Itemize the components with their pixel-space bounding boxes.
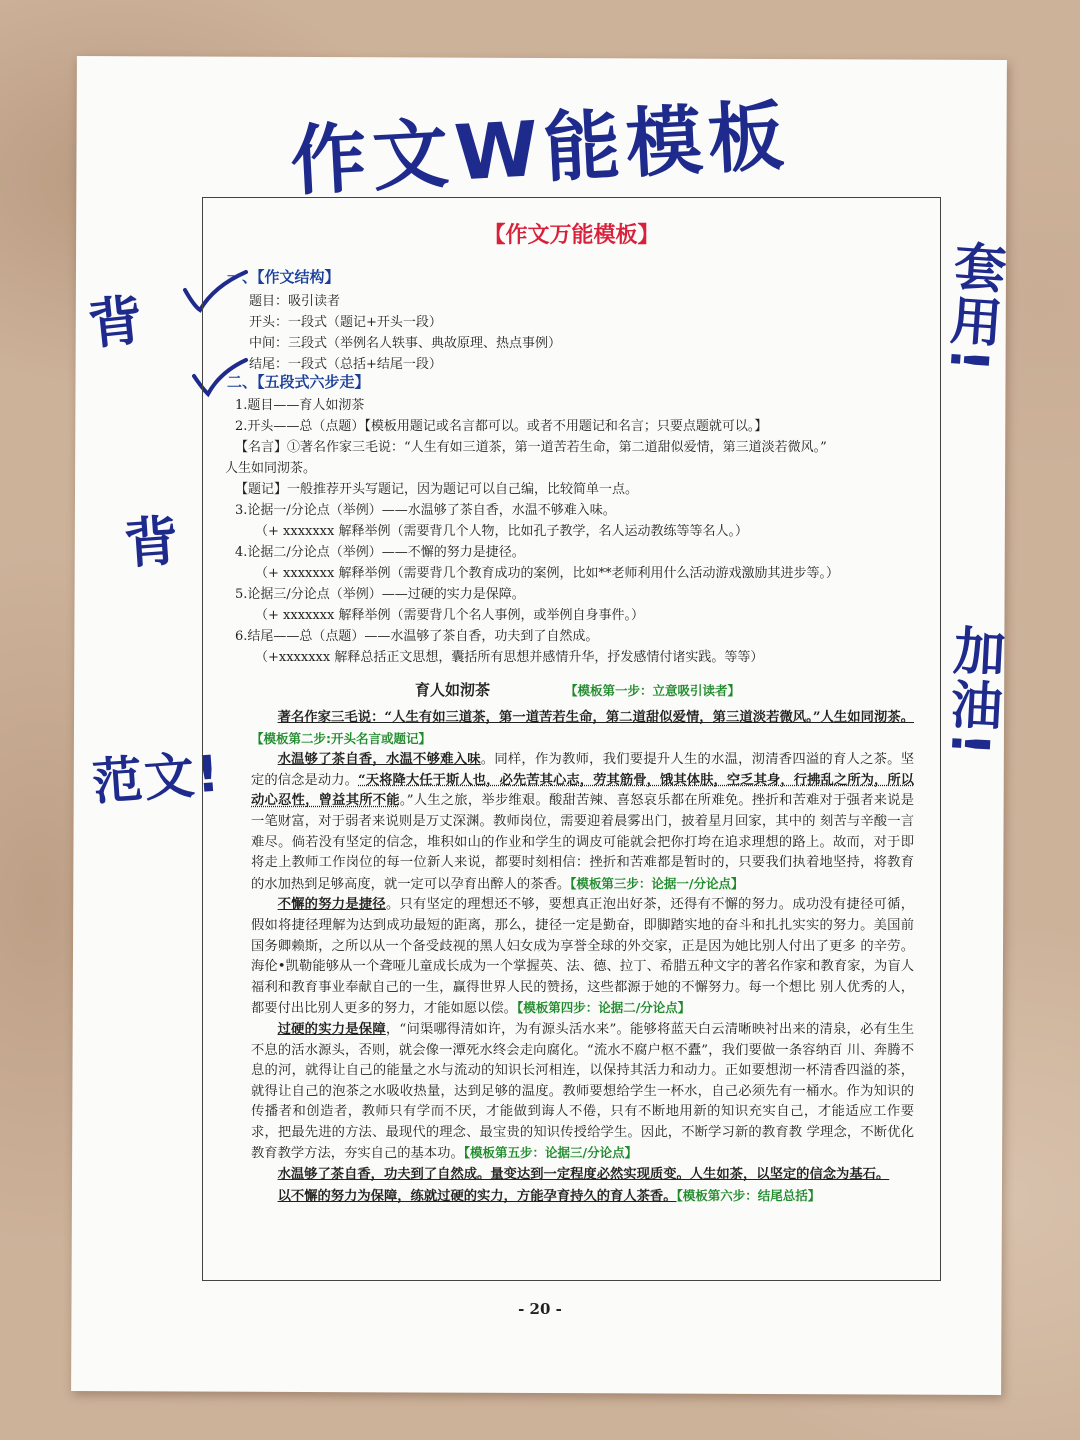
handwritten-note-right-1: 套用! [937, 238, 1007, 376]
step-line: （+xxxxxxx 解释总括正文思想，囊括所有思想并感情升华，抒发感情付诸实践。等等） [255, 650, 764, 665]
essay-paragraph [251, 1020, 914, 1165]
handwritten-note-left-2: 背 [122, 509, 183, 576]
essay-title: 育人如沏茶 [415, 681, 491, 699]
step-line: 5.论据三/分论点（举例）——过硬的实力是保障。 [235, 587, 525, 602]
step-line: 3.论据一/分论点（举例）——水温够了茶自香，水温不够难入味。 [235, 503, 616, 518]
section-heading-steps: 二、【五段式六步走】 [227, 373, 370, 391]
step-line: 1.题目——育人如沏茶 [235, 398, 365, 413]
template-tag: 【模板第三步：论据一/分论点】 [570, 875, 744, 891]
structure-line: 结尾：一段式（总括+结尾一段） [249, 357, 442, 372]
paragraph-text: 。”人生之旅，举步维艰。酸甜苦辣、喜怒哀乐都在所难免。挫折和苦难对于强者来说是一笔财富，对于弱者来说则是万丈深渊。教师岗位，需要迎着晨雾出门，披着星月回家，其中的 刻苦与辛酸一言难尽。倘若没有坚定的信念，堆积如山的作业和学生的调皮可能就会把你打垮在追求理想的路上。故而，对于即将走上教师工作岗位的每一位新人来说，都要时刻相信：挫折和苦难都是暂时的，只要我们执着地坚持，将教育的水加热到足够高度，就一定可以孕育出醉人的茶香。 [251, 793, 915, 892]
document-frame [202, 197, 941, 1281]
structure-line: 开头：一段式（题记+开头一段） [249, 315, 442, 330]
bold-text: 水温够了茶自香，水温不够难入味 [277, 752, 481, 768]
step-line: 人生如同沏茶。 [225, 461, 317, 476]
step-line: 2.开头——总（点题）【模板用题记或名言都可以。或者不用题记和名言；只要点题就可以。】 [235, 419, 768, 434]
bold-text: 过硬的实力是保障 [277, 1021, 386, 1037]
essay-paragraph [251, 750, 914, 895]
paragraph-text: 。只有坚定的理想还不够，要想真正泡出好茶，还得有不懈的努力。成功没有捷径可循，假如将捷径理解为达到成功最短的距离，那么，捷径一定是勤奋，即脚踏实地的奋斗和扎扎实实的努力。美国前国务卿赖斯，之所以从一个备受歧视的黑人妇女成为享誉全球的外交家，正是因为她比别人付出了更多 的辛劳。海伦•凯勒能够从一个聋哑儿童成长成为一个掌握英、法、德、拉丁、希腊五种文字的著名作家和教育家，为盲人福利和教育事业奉献自己的一生，赢得世界人民的赞扬，这些都源于她的不懈努力。每一个想比 别人优秀的人，都要付出比别人更多的努力，才能如愿以偿。 [251, 897, 915, 1017]
step-line: （+ xxxxxxx 解释举例（需要背几个教育成功的案例，比如**老师利用什么活动游戏激励其进步等。） [255, 566, 839, 581]
page-number: - 20 - [518, 1300, 562, 1318]
essay-paragraph [251, 1186, 914, 1208]
section-heading-structure: 一、【作文结构】 [227, 268, 340, 286]
step-line: 【名言】①著名作家三毛说：“人生有如三道茶，第一道苦若生命，第二道甜似爱情，第三道淡若微风。” [235, 440, 827, 455]
bold-text: 著名作家三毛说：“人生有如三道茶，第一道苦若生命，第二道甜似爱情，第三道淡若微风。”人生如同沏茶。 [277, 710, 914, 725]
structure-line: 题目：吸引读者 [249, 294, 341, 309]
step-line: 【题记】一般推荐开头写题记，因为题记可以自己编，比较简单一点。 [235, 482, 639, 497]
handwritten-note-left-3: 范文! [90, 744, 223, 812]
paragraph-text: 。同样，作为教师，我们要提升人生的水温，沏清香四溢的育人之茶。坚定的信念是动力。 [251, 752, 914, 788]
essay-body [251, 708, 914, 1207]
handwritten-note-right-2: 加油! [938, 622, 1006, 760]
structure-line: 中间：三段式（举例名人轶事、典故原理、热点事例） [249, 336, 562, 351]
bold-text: 不懈的努力是捷径 [277, 897, 386, 913]
template-tag: 【模板第四步：论据二/分论点】 [516, 1000, 691, 1016]
quote-text: “天将降大任于斯人也，必先苦其心志，劳其筋骨，饿其体肤，空乏其身，行拂乱之所为，所以动心忍性，曾益其所不能 [251, 772, 914, 809]
essay-paragraph [251, 895, 914, 1020]
bold-text: 以不懈的努力为保障，练就过硬的实力，方能孕育持久的育人茶香。 [277, 1188, 677, 1204]
template-tag: 【模板第六步：结尾总括】 [676, 1187, 821, 1203]
handwritten-title: 作文W能模板 [288, 90, 793, 207]
step-line: （+ xxxxxxx 解释举例（需要背几个名人事例，或举例自身事件。） [255, 608, 644, 623]
step-line: 6.结尾——总（点题）——水温够了茶自香，功夫到了自然成。 [235, 629, 599, 644]
document-title: 【作文万能模板】 [483, 223, 660, 248]
essay-paragraph [251, 708, 914, 750]
essay-paragraph [251, 1165, 914, 1186]
handwritten-note-left-1: 背 [85, 288, 148, 357]
bold-text: 水温够了茶自香，功夫到了自然成。量变达到一定程度必然实现质变。人生如茶，以坚定的信念为基石。 [277, 1167, 890, 1183]
step-line: 4.论据二/分论点（举例）——不懈的努力是捷径。 [235, 545, 525, 560]
template-tag: 【模板第一步：立意吸引读者】 [565, 683, 741, 698]
template-tag: 【模板第五步：论据三/分论点】 [463, 1145, 638, 1161]
paragraph-text: ，“问渠哪得清如许，为有源头活水来”。能够将蓝天白云清晰映衬出来的清泉，必有生生不息的活水源头，否则，就会像一潭死水终会走向腐化。“流水不腐户枢不蠹”，我们要做一条容纳百 川、奔腾不息的河，就得让自己的能量之水与流动的知识长河相连，以保持其活力和动力。正如要想沏一杯清香四溢的茶，就得让自己的泡茶之水吸收热量，达到足够的温度。教师要想给学生一杯水，自己必须先有一桶水。作为知识的传播者和创造者，教师只有学而不厌，才能做到诲人不倦，只有不断地用新的知识充实自己，才能适应工作要求，把最先进的方法、最现代的理念、最宝贵的知识传授给学生。因此，不断学习新的教育教 学理念，不断优化教育教学方法，夯实自己的基本功。 [251, 1021, 914, 1162]
step-line: （+ xxxxxxx 解释举例（需要背几个人物，比如孔子教学，名人运动教练等等名人。） [255, 524, 748, 539]
template-tag: 【模板第二步:开头名言或题记】 [251, 730, 431, 746]
